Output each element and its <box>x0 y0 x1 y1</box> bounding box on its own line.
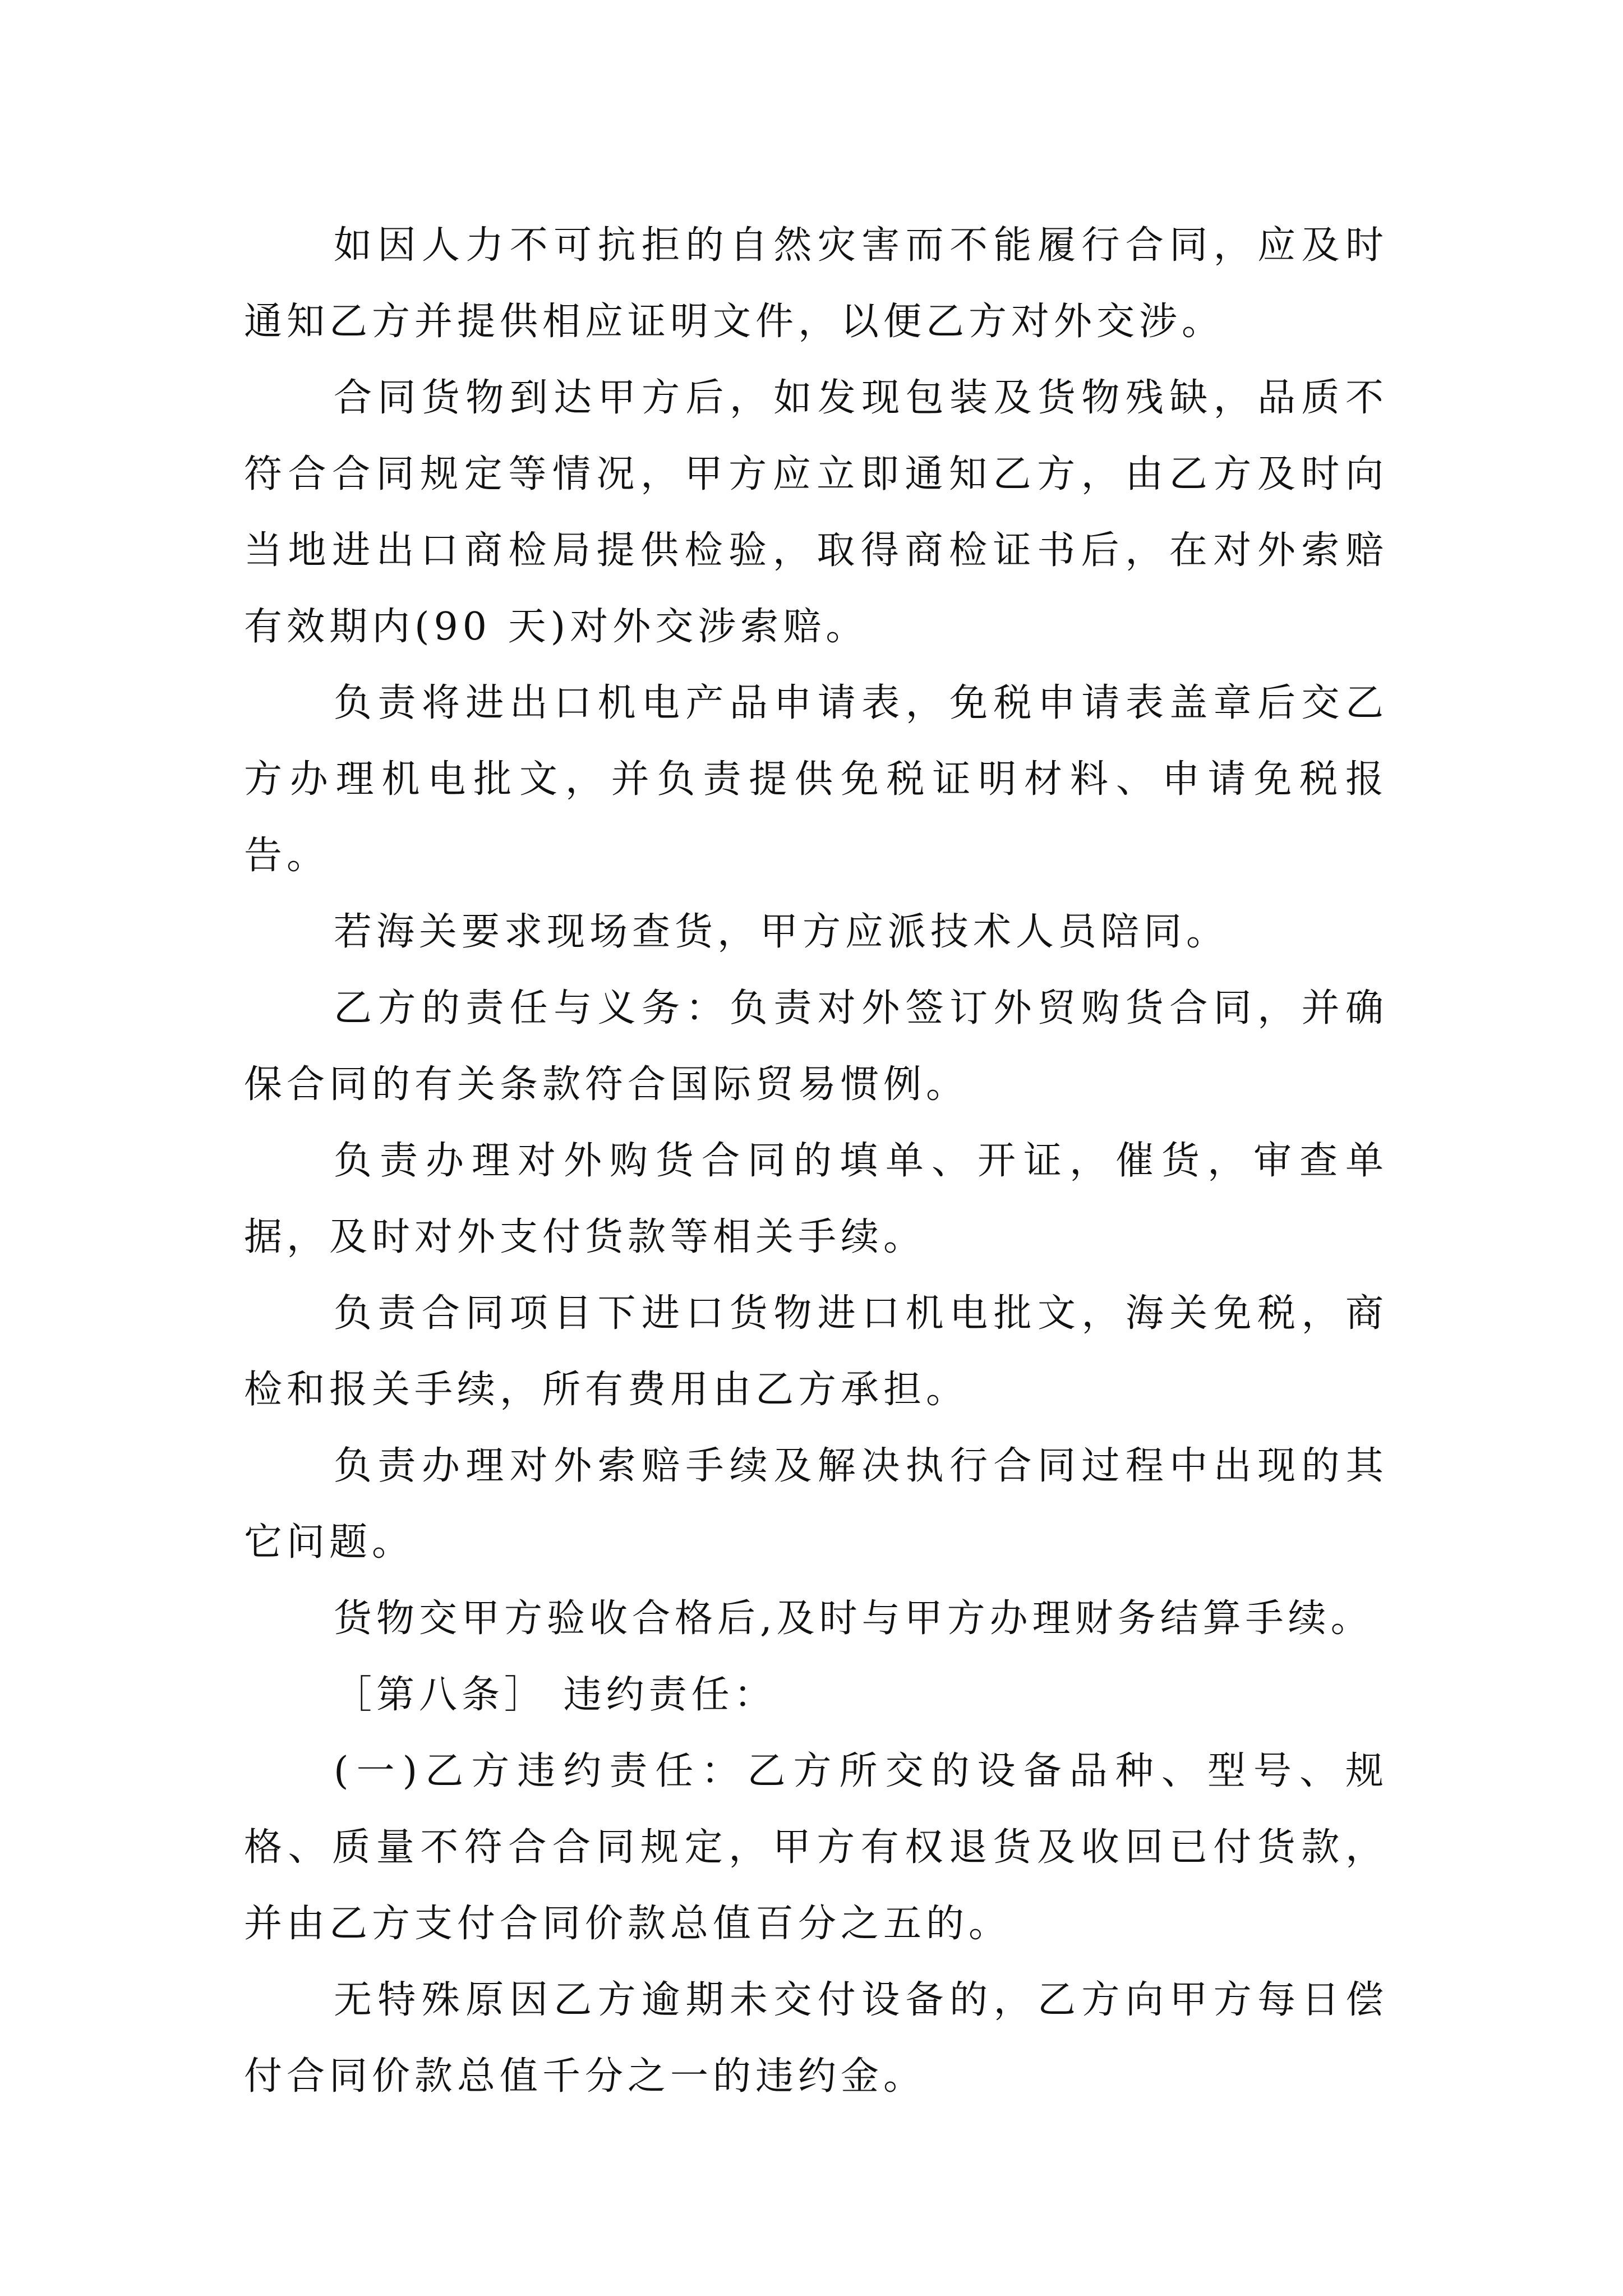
paragraph-party-b-duties: 乙方的责任与义务：负责对外签订外贸购货合同，并确保合同的有关条款符合国际贸易惯例。 <box>244 986 1388 1107</box>
paragraph-application-forms: 负责将进出口机电产品申请表，免税申请表盖章后交乙方办理机电批文，并负责提供免税证明材料、申请免税报告。 <box>244 681 1388 878</box>
paragraph-late-delivery-penalty: 无特殊原因乙方逾期未交付设备的，乙方向甲方每日偿付合同价款总值千分之一的违约金。 <box>244 1978 1388 2099</box>
paragraph-import-approvals: 负责合同项目下进口货物进口机电批文，海关免税，商检和报关手续，所有费用由乙方承担。 <box>244 1291 1388 1412</box>
paragraph-purchase-procedures: 负责办理对外购货合同的填单、开证，催货，审查单据，及时对外支付货款等相关手续。 <box>244 1139 1388 1259</box>
paragraph-claims-handling: 负责办理对外索赔手续及解决执行合同过程中出现的其它问题。 <box>244 1444 1388 1565</box>
document-body <box>244 208 1388 2115</box>
paragraph-force-majeure: 如因人力不可抗拒的自然灾害而不能履行合同，应及时通知乙方并提供相应证明文件，以便乙方对外交涉。 <box>244 223 1388 344</box>
paragraph-party-b-breach: (一)乙方违约责任：乙方所交的设备品种、型号、规格、质量不符合合同规定，甲方有权退货及收回已付货款，并由乙方支付合同价款总值百分之五的。 <box>244 1749 1388 1946</box>
paragraph-settlement: 货物交甲方验收合格后,及时与甲方办理财务结算手续。 <box>334 1596 1373 1641</box>
article-8-heading: ［第八条］ 违约责任： <box>334 1673 777 1717</box>
paragraph-customs-inspection: 若海关要求现场查货，甲方应派技术人员陪同。 <box>334 910 1229 954</box>
paragraph-goods-arrival: 合同货物到达甲方后，如发现包装及货物残缺，品质不符合合同规定等情况，甲方应立即通知乙方，由乙方及时向当地进出口商检局提供检验，取得商检证书后，在对外索赔有效期内(90 天)对外交涉索赔。 <box>244 376 1388 649</box>
